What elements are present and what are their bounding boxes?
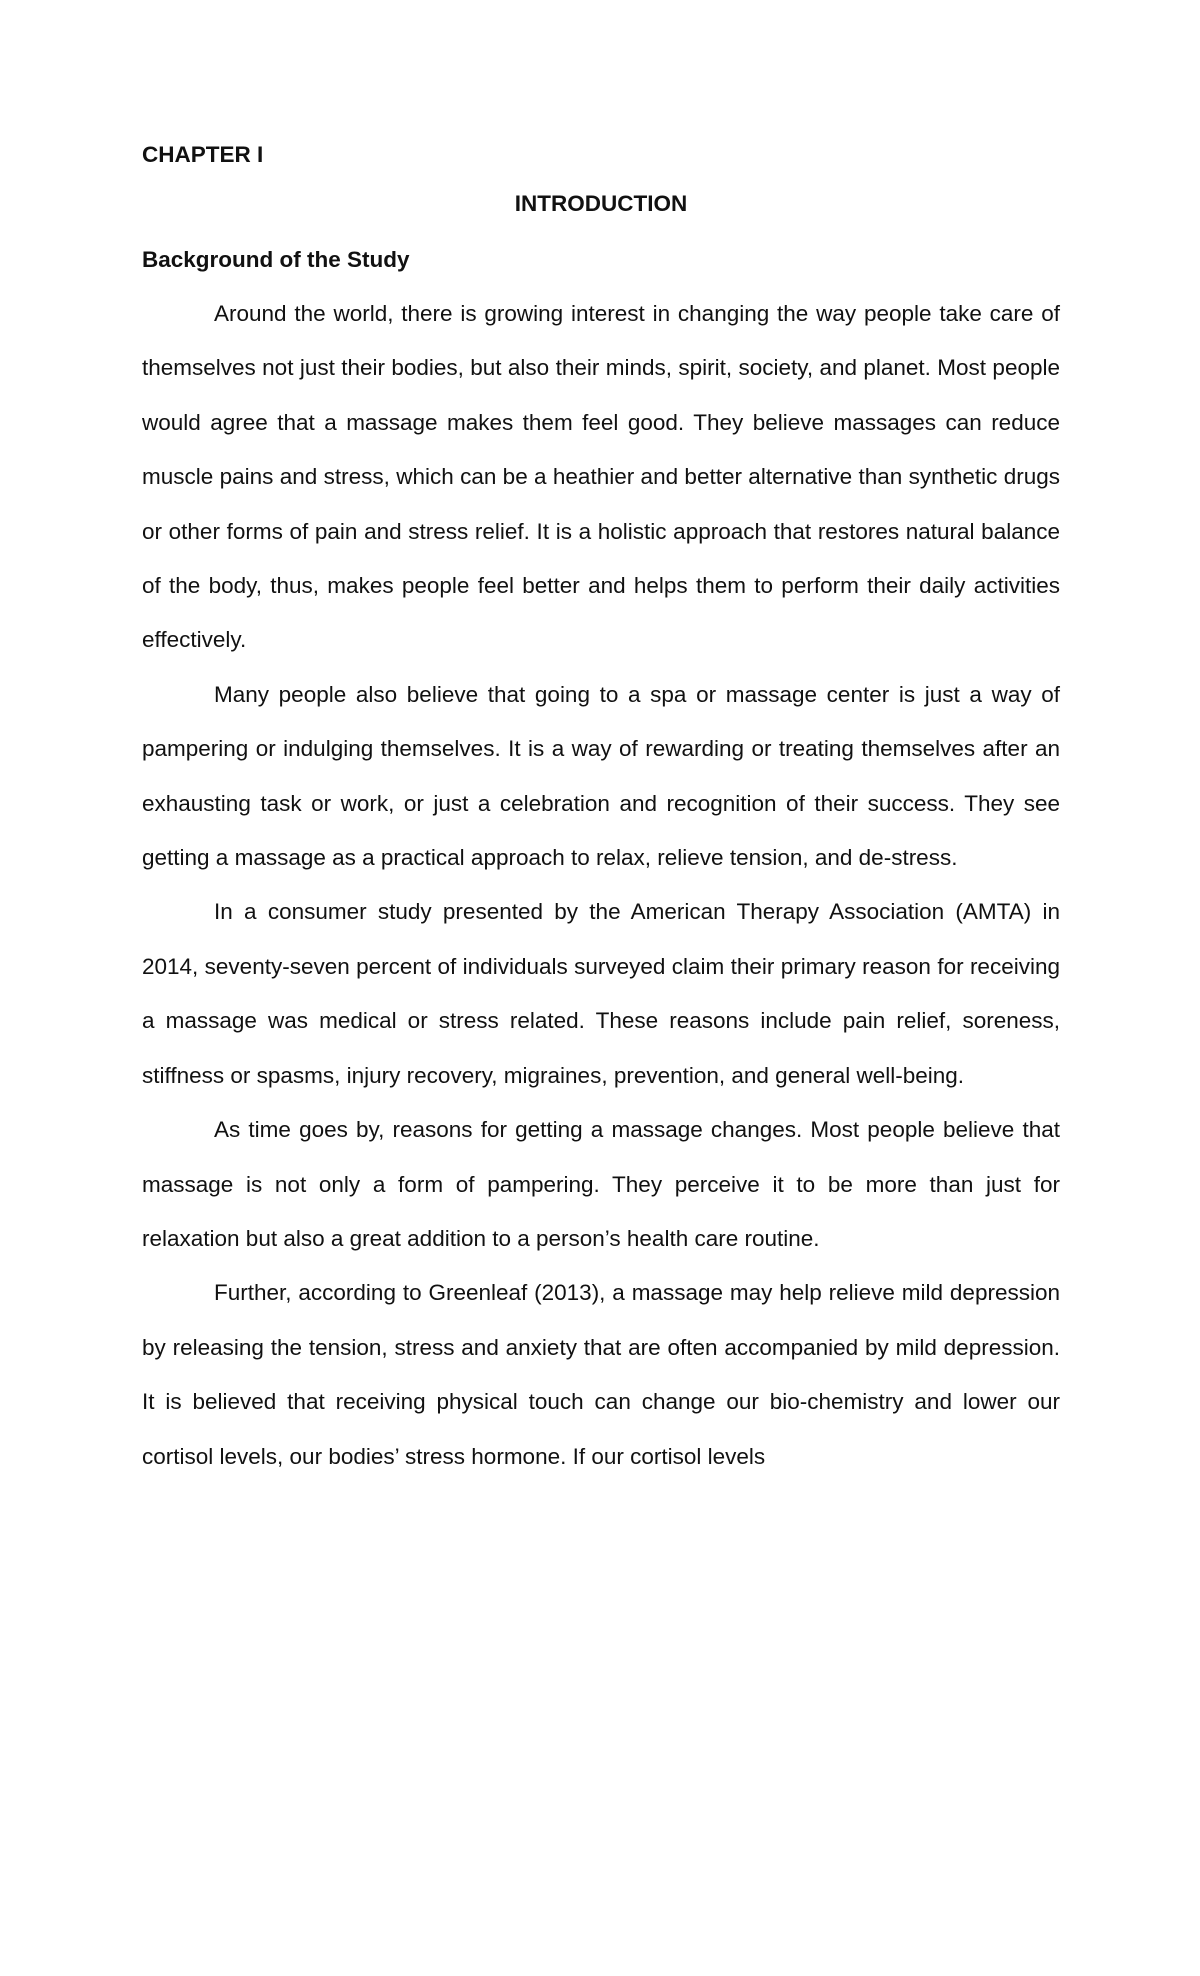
page-content [142, 138, 1060, 1484]
chapter-label: CHAPTER I [142, 142, 264, 167]
paragraph: Further, according to Greenleaf (2013), a massage may help relieve mild depression by releasing the tension, stress and anxiety that are often accompanied by mild depression. It is believed that receiving physical touch can change our bio-chemistry and lower our cortisol levels, our bodies’ stress hormone. If our cortisol levels [142, 1280, 1060, 1469]
paragraph: Around the world, there is growing interest in changing the way people take care of themselves not just their bodies, but also their minds, spirit, society, and planet. Most people would agree that a massage makes them feel good. They believe massages can reduce muscle pains and stress, which can be a heathier and better alternative than synthetic drugs or other forms of pain and stress relief. It is a holistic approach that restores natural balance of the body, thus, makes people feel better and helps them to perform their daily activities effectively. [142, 301, 1060, 653]
chapter-title: INTRODUCTION [514, 191, 688, 216]
paragraph: In a consumer study presented by the American Therapy Association (AMTA) in 2014, seventy-seven percent of individuals surveyed claim their primary reason for receiving a massage was medical or stress related. These reasons include pain relief, soreness, stiffness or spasms, injury recovery, migraines, prevention, and general well-being. [142, 899, 1060, 1088]
section-heading: Background of the Study [142, 247, 410, 272]
paragraph: As time goes by, reasons for getting a massage changes. Most people believe that massage is not only a form of pampering. They perceive it to be more than just for relaxation but also a great addition to a person’s health care routine. [142, 1117, 1060, 1251]
paragraph: Many people also believe that going to a spa or massage center is just a way of pampering or indulging themselves. It is a way of rewarding or treating themselves after an exhausting task or work, or just a celebration and recognition of their success. They see getting a massage as a practical approach to relax, relieve tension, and de-stress. [142, 681, 1060, 871]
